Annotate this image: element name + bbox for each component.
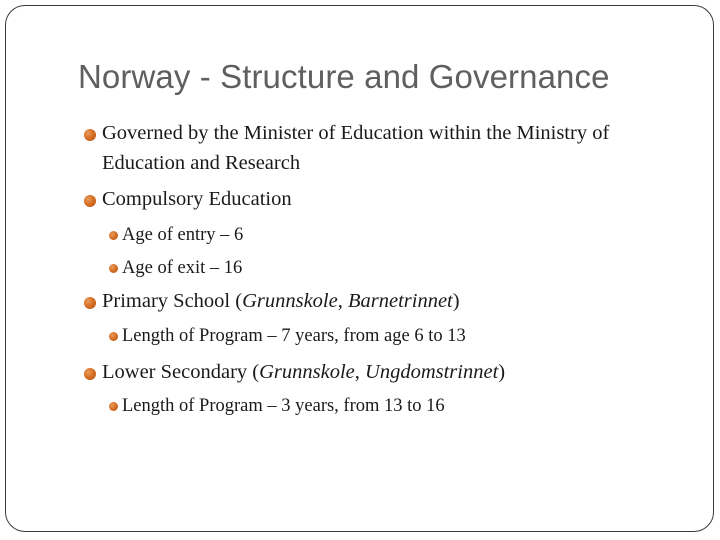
bullet-text: Primary School (Grunnskole, Barnetrinnet)	[102, 290, 460, 312]
bullet-primary-school	[84, 290, 584, 318]
bullet-text: Compulsory Education	[102, 188, 292, 210]
bullet-dot-icon	[84, 129, 96, 141]
bullet-text: Lower Secondary (Grunnskole, Ungdomstrinnet)	[102, 361, 506, 383]
bullet-dot-icon	[109, 264, 118, 273]
bullet-governed	[84, 122, 694, 182]
subbullet-lower-length	[109, 396, 629, 422]
bullet-lower-secondary	[84, 361, 604, 389]
bullet-dot-icon	[84, 297, 96, 309]
bullet-dot-icon	[84, 195, 96, 207]
bullet-compulsory	[84, 188, 484, 216]
slide-title: Norway - Structure and Governance	[78, 58, 610, 95]
subbullet-text: Length of Program – 3 years, from 13 to 16	[122, 396, 445, 416]
bullet-dot-icon	[109, 231, 118, 240]
bullet-dot-icon	[84, 368, 96, 380]
bullet-text-continued: Education and Research	[102, 152, 301, 174]
subbullet-text: Age of exit – 16	[122, 258, 243, 278]
subbullet-text: Age of entry – 6	[122, 225, 244, 245]
bullet-dot-icon	[109, 402, 118, 411]
subbullet-primary-length	[109, 326, 629, 352]
bullet-text: Governed by the Minister of Education within the Ministry of	[102, 122, 610, 144]
bullet-dot-icon	[109, 332, 118, 341]
subbullet-age-entry	[109, 225, 409, 251]
subbullet-age-exit	[109, 258, 409, 284]
subbullet-text: Length of Program – 7 years, from age 6 to 13	[122, 326, 466, 346]
